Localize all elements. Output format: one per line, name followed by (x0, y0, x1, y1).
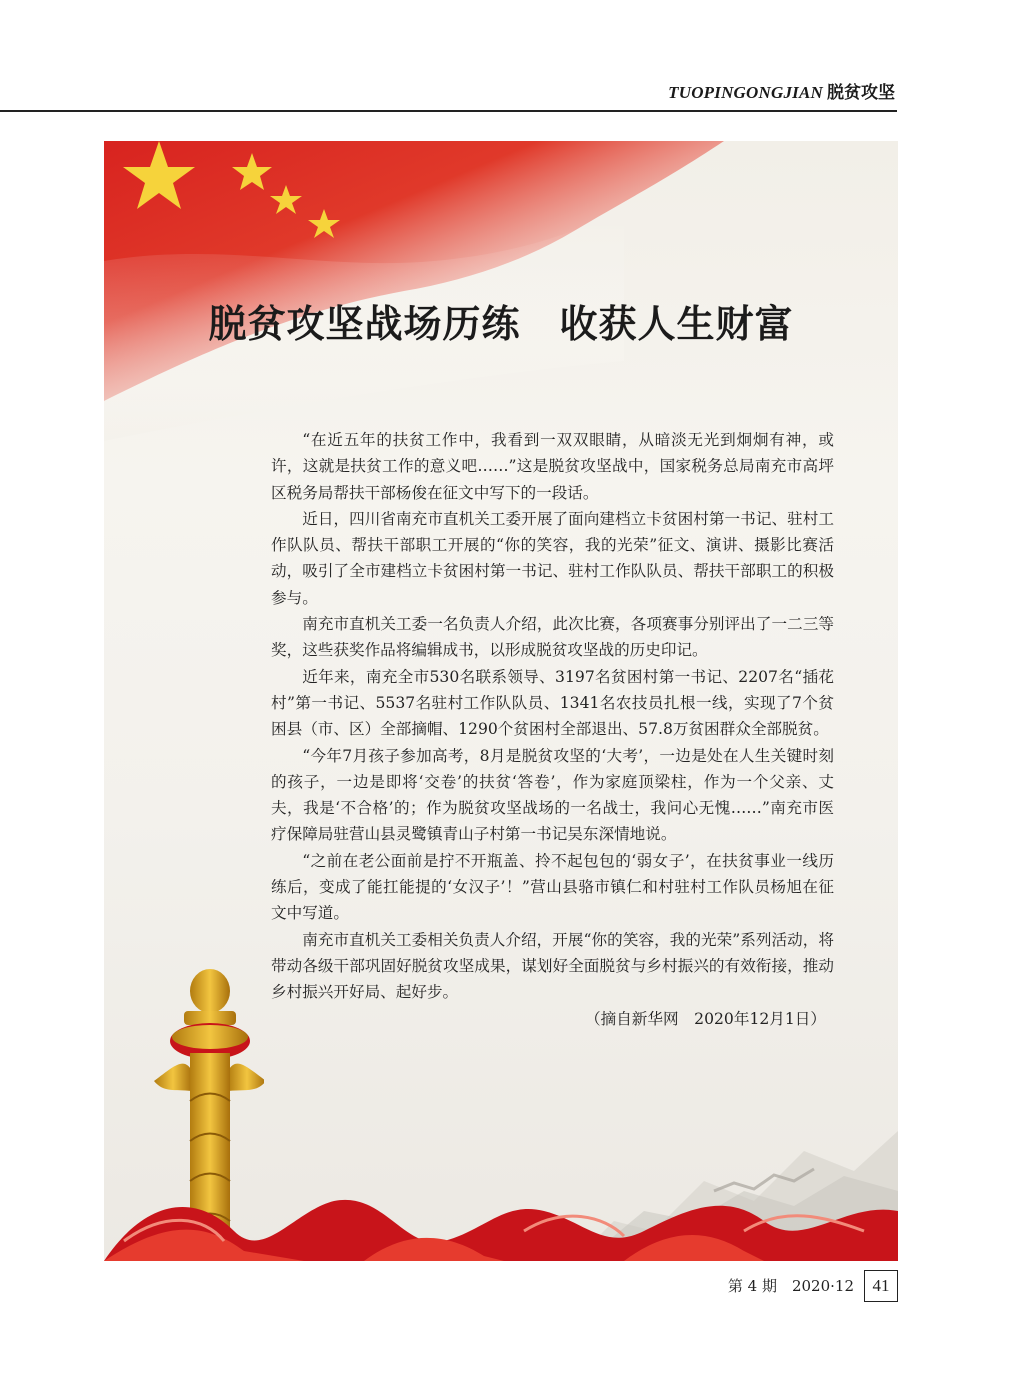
page-number: 41 (864, 1270, 898, 1302)
article-title: 脱贫攻坚战场历练 收获人生财富 (208, 301, 794, 346)
paragraph: 南充市直机关工委相关负责人介绍，开展“你的笑容，我的光荣”系列活动，将带动各级干部巩固好脱贫攻坚成果，谋划好全面脱贫与乡村振兴的有效衔接，推动乡村振兴开好局、起好步。 (271, 930, 834, 1002)
paragraph: 近年来，南充全市530名联系领导、3197名贫困村第一书记、2207名“插花村”第一书记、5537名驻村工作队队员、1341名农技员扎根一线，实现了7个贫困县（市、区）全部摘帽、1290个贫困村全部退出、57.8万贫困群众全部脱贫。 (271, 667, 834, 739)
paragraph: 南充市直机关工委一名负责人介绍，此次比赛，各项赛事分别评出了一二三等奖，这些获奖作品将编辑成书，以形成脱贫攻坚战的历史印记。 (271, 615, 834, 660)
paragraph: 近日，四川省南充市直机关工委开展了面向建档立卡贫困村第一书记、驻村工作队队员、帮扶干部职工开展的“你的笑容，我的光荣”征文、演讲、摄影比赛活动，吸引了全市建档立卡贫困村第一书记、驻村工作队队员、帮扶干部职工的积极参与。 (271, 509, 834, 607)
running-header (0, 78, 895, 103)
red-ribbons (104, 1171, 898, 1261)
paragraph: “之前在老公面前是拧不开瓶盖、拎不起包包的‘弱女子’，在扶贫事业一线历练后，变成了能扛能提的‘女汉子’！”营山县骆市镇仁和村驻村工作队员杨旭在征文中写道。 (271, 851, 834, 923)
page-footer (0, 1270, 898, 1302)
header-rule (0, 110, 897, 112)
article-poster (104, 141, 898, 1261)
article-source: （摘自新华网 2020年12月1日） (585, 1009, 826, 1028)
paragraph: “在近五年的扶贫工作中，我看到一双双眼睛，从暗淡无光到炯炯有神，或许，这就是扶贫工作的意义吧……”这是脱贫攻坚战中，国家税务总局南充市高坪区税务局帮扶干部杨俊在征文中写下的一段话。 (271, 431, 834, 502)
issue-info: 第 4 期 2020·12 (727, 1277, 854, 1295)
section-name-latin: TUOPINGONGJIAN (668, 83, 823, 102)
article-body (271, 427, 834, 1032)
paragraph: “今年7月孩子参加高考，8月是脱贫攻坚的‘大考’，一边是处在人生关键时刻的孩子，一边是即将‘交卷’的扶贫‘答卷’，作为家庭顶梁柱，作为一个父亲、丈夫，我是‘不合格’的；作为脱贫攻坚战场的一名战士，我问心无愧……”南充市医疗保障局驻营山县灵鹭镇青山子村第一书记吴东深情地说。 (271, 746, 834, 844)
section-name-cn: 脱贫攻坚 (827, 83, 895, 103)
